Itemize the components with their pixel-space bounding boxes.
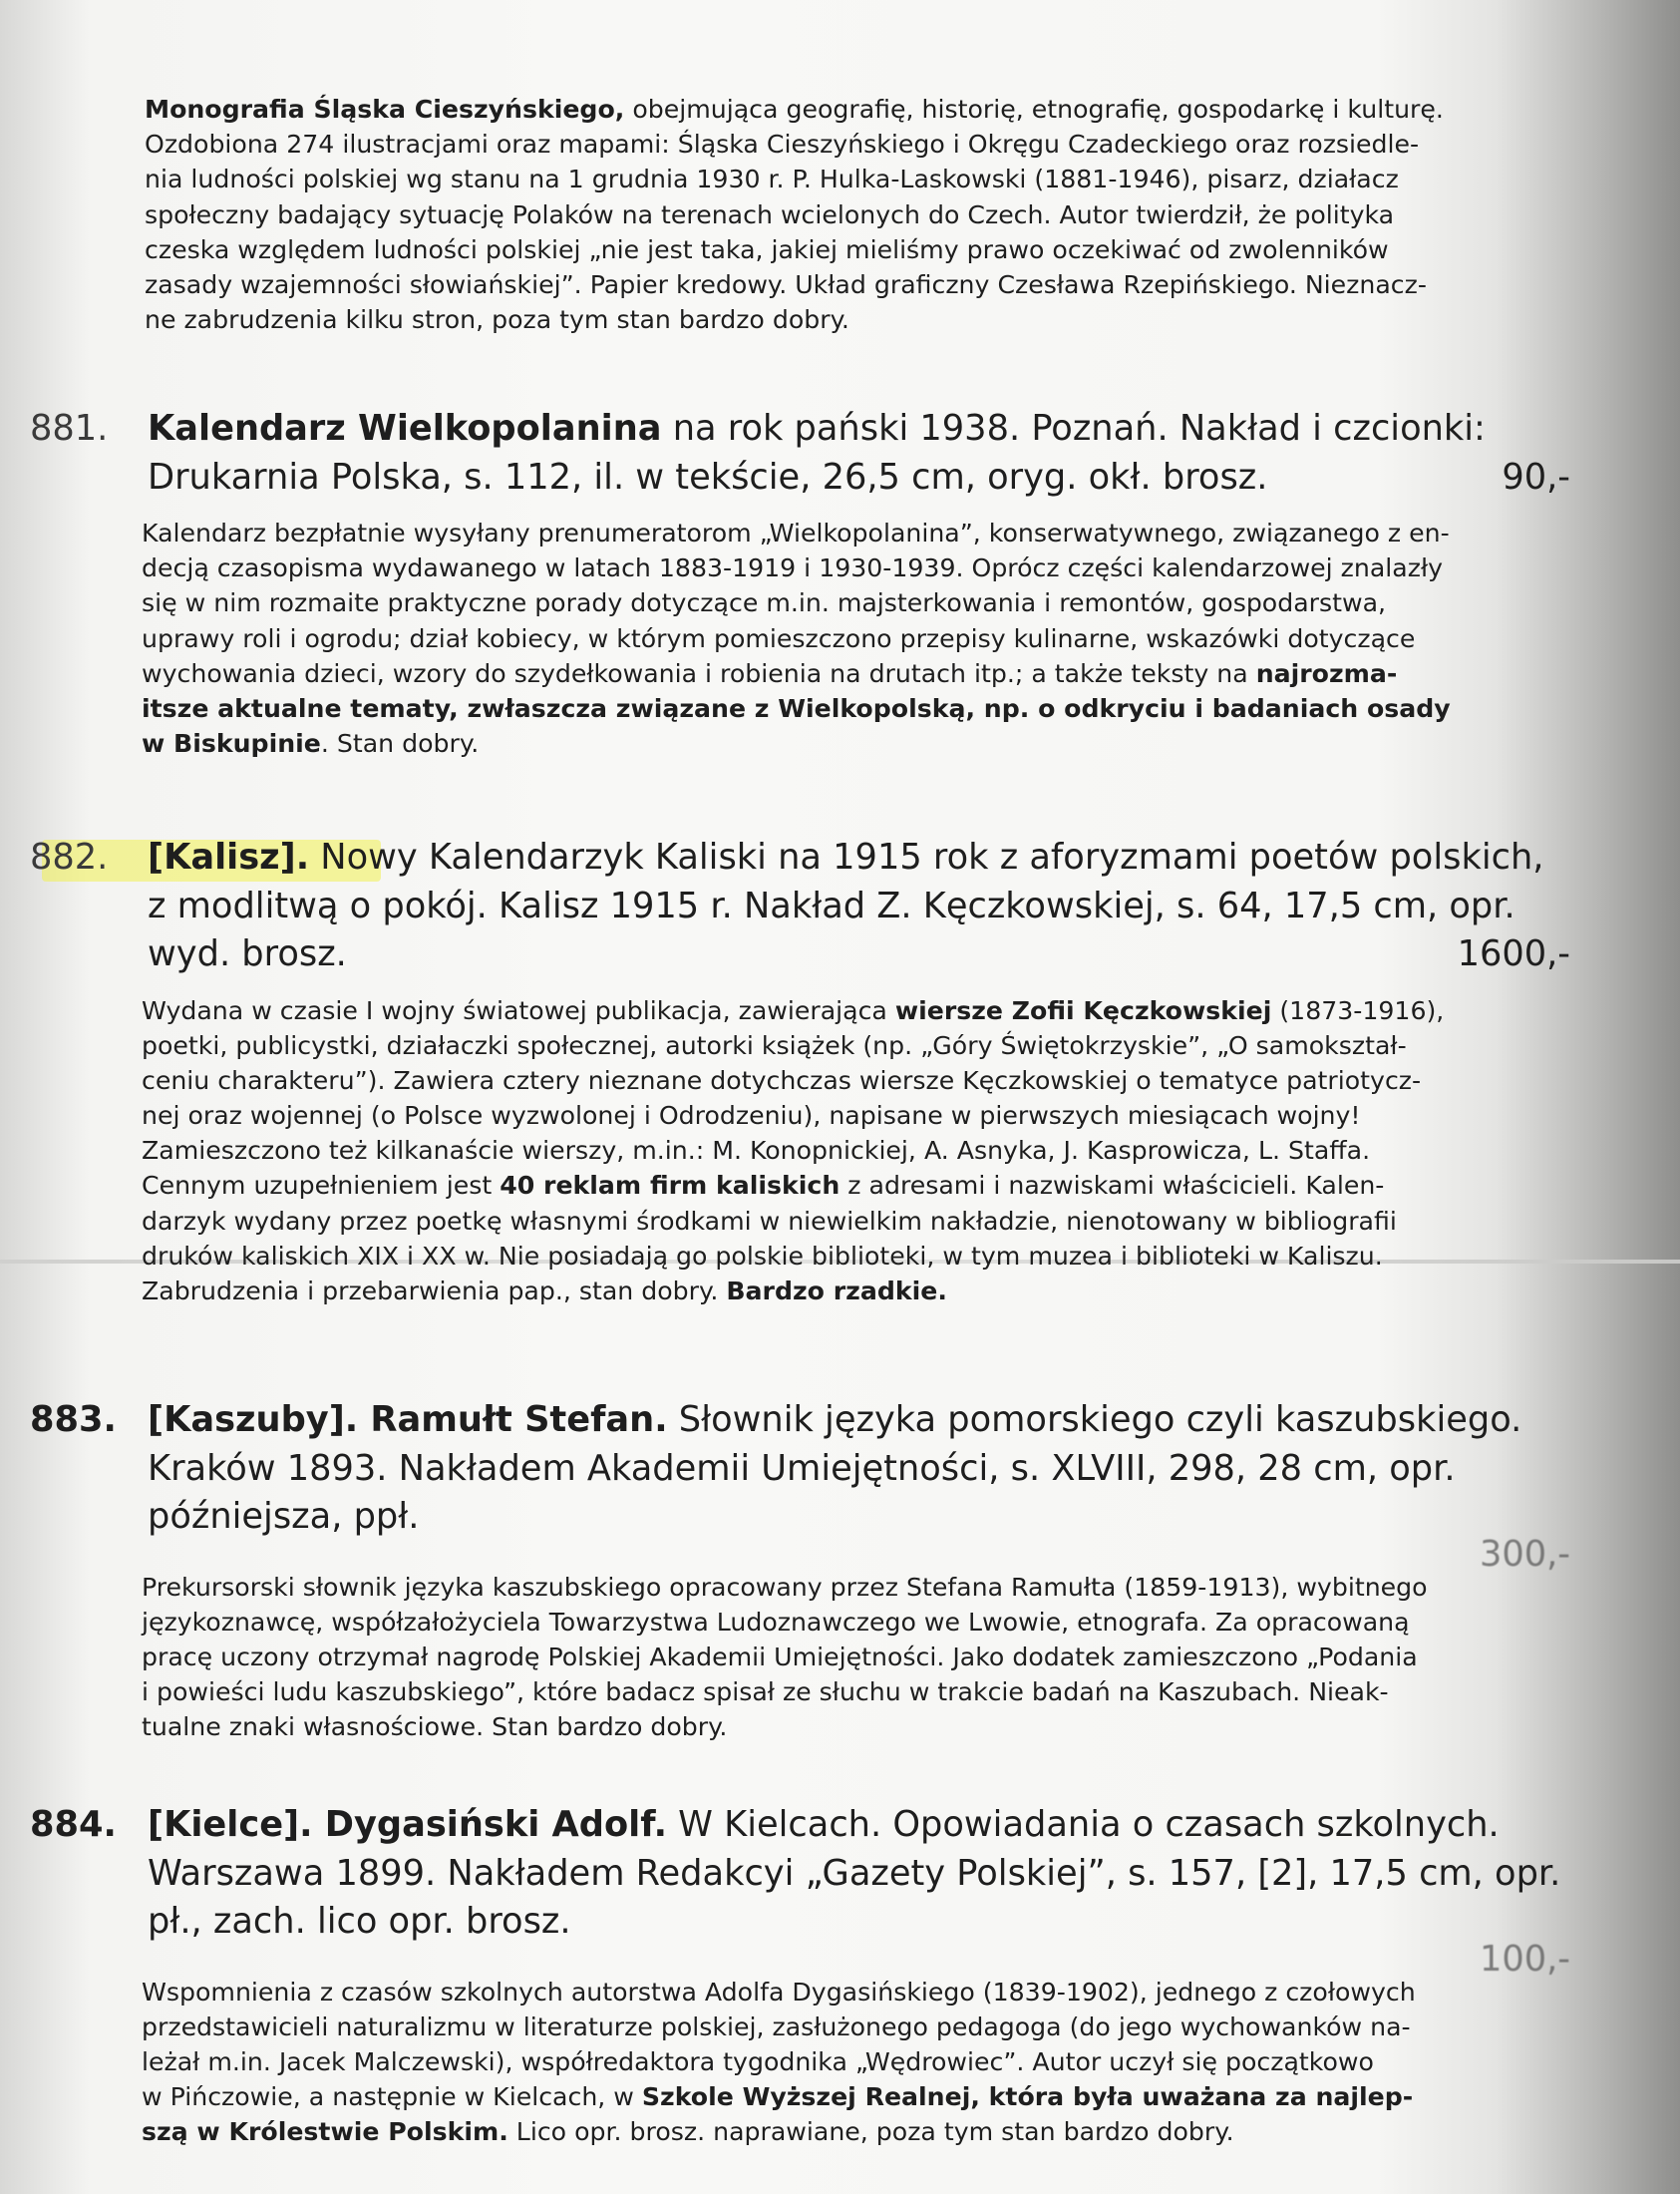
entry-heading: 883. [Kaszuby]. Ramułt Stefan. Słownik języka pomorskiego czyli kaszubskiego. Kraków 1893. Nakładem Akademii Umiejętności, s. XLVIII, 298, 28 cm, opr. późniejsza, ppł. 300,- (30, 1396, 1570, 1542)
description-bold-run: 40 reklam firm kaliskich (500, 1171, 840, 1201)
description-run: (1873-1916), (1271, 995, 1445, 1025)
description-run: nej oraz wojennej (o Polsce wyzwolonej i Odrodzeniu), napisane w pierwszych miesiącach wojny! (142, 1101, 1361, 1131)
description-line (142, 1605, 1557, 1640)
intro-line: społeczny badający sytuację Polaków na terenach wcielonych do Czech. Autor twierdził, że polityka (145, 199, 1395, 229)
description-line (142, 1274, 1557, 1308)
description-run: pracę uczony otrzymał nagrodę Polskiej Akademii Umiejętności. Jako dodatek zamieszczono „Podania (142, 1642, 1418, 1671)
description-run: tualne znaki własnościowe. Stan bardzo dobry. (142, 1712, 728, 1742)
entry-title: [Kaszuby]. Ramułt Stefan. (148, 1399, 668, 1440)
description-line (142, 1975, 1557, 2010)
description-run: Cennym uzupełnieniem jest (142, 1171, 501, 1201)
description-bold-run: itsze aktualne tematy, zwłaszcza związane z Wielkopolską, np. o odkryciu i badaniach osady (142, 693, 1451, 723)
description-run: Kalendarz bezpłatnie wysyłany prenumeratorom „Wielkopolanina”, konserwatywnego, związanego z en- (142, 519, 1450, 548)
description-run: Prekursorski słownik języka kaszubskiego opracowany przez Stefana Ramułta (1859-1913), wybitnego (142, 1572, 1428, 1602)
description-run: się w nim rozmaite praktyczne porady dotyczące m.in. majsterkowania i remontów, gospodarstwa, (142, 588, 1387, 618)
entry-number: 884. (30, 1804, 117, 1845)
description-run: i powieści ludu kaszubskiego”, które badacz spisał ze słuchu w trakcie badań na Kaszubach. Nieak- (142, 1677, 1389, 1707)
intro-line-1: Monografia Śląska Cieszyńskiego, obejmująca geografię, historię, etnografię, gospodarkę i kulturę. (145, 95, 1444, 124)
description-bold-run: wiersze Zofii Kęczkowskiej (894, 995, 1272, 1025)
entry-title: [Kalisz]. (148, 837, 310, 878)
description-line (142, 1239, 1557, 1274)
intro-line: czeska względem ludności polskiej „nie jest taka, jakiej mieliśmy prawo oczekiwać od zwolenników (145, 234, 1389, 264)
description-line (142, 726, 1557, 761)
description-run: z adresami i nazwiskami właścicieli. Kalen- (840, 1171, 1385, 1201)
description-line (142, 1168, 1557, 1203)
description-bold-run: Szkole Wyższej Realnej, która była uważana za najlep- (641, 2082, 1414, 2112)
description-run: uprawy roli i ogrodu; dział kobiecy, w którym pomieszczono przepisy kulinarne, wskazówki dotyczące (142, 623, 1416, 653)
description-line (142, 1098, 1557, 1133)
description-bold-run: najrozma- (1255, 658, 1398, 688)
entry-description (142, 516, 1557, 761)
entry-price: 100,- (1479, 1939, 1570, 1980)
entry-number: 883. (30, 1399, 117, 1440)
description-line (142, 2010, 1557, 2044)
description-line (142, 691, 1557, 726)
description-run: Wydana w czasie I wojny światowej publikacja, zawierająca (142, 995, 895, 1025)
description-run: Lico opr. brosz. naprawiane, poza tym stan bardzo dobry. (507, 2117, 1234, 2147)
entry-description (142, 1975, 1557, 2150)
description-run: Wspomnienia z czasów szkolnych autorstwa Adolfa Dygasińskiego (1839-1902), jednego z czołowych (142, 1977, 1416, 2007)
description-run: druków kaliskich XIX i XX w. Nie posiadają go polskie biblioteki, w tym muzea i biblioteki w Kaliszu. (142, 1241, 1383, 1271)
description-line (142, 1028, 1557, 1063)
description-run: w Pińczowie, a następnie w Kielcach, w (142, 2082, 642, 2112)
description-line (142, 585, 1557, 620)
description-line (142, 1063, 1557, 1098)
description-line (142, 621, 1557, 656)
intro-line: zasady wzajemności słowiańskiej”. Papier kredowy. Układ graficzny Czesława Rzepińskiego. Nieznacz- (145, 269, 1427, 299)
description-bold-run: szą w Królestwie Polskim. (142, 2117, 508, 2147)
description-run: wychowania dzieci, wzory do szydełkowania i robienia na drutach itp.; a także teksty na (142, 658, 1256, 688)
description-line (142, 1709, 1557, 1744)
entry-title: [Kielce]. Dygasiński Adolf. (148, 1804, 667, 1845)
catalog-entry-881 (30, 405, 1570, 761)
intro-paragraph (145, 92, 1560, 337)
entry-heading: 882. [Kalisz]. Nowy Kalendarzyk Kaliski na 1915 rok z aforyzmami poetów polskich, z modlitwą o pokój. Kalisz 1915 r. Nakład Z. Kęczkowskiej, s. 64, 17,5 cm, opr. wyd. brosz. 1600,- (30, 834, 1570, 979)
description-line (142, 1570, 1557, 1605)
entry-heading: 881. Kalendarz Wielkopolanina na rok pański 1938. Poznań. Nakład i czcionki: Drukarnia Polska, s. 112, il. w tekście, 26,5 cm, oryg. okł. brosz. 90,- (30, 405, 1570, 502)
description-run: darzyk wydany przez poetkę własnymi środkami w niewielkim nakładzie, nienotowany w bibliografii (142, 1206, 1397, 1236)
catalog-entry-884 (30, 1801, 1570, 2149)
description-line (142, 1640, 1557, 1674)
description-line (142, 1674, 1557, 1709)
description-line (142, 2079, 1557, 2114)
description-run: . Stan dobry. (320, 729, 480, 759)
intro-bold-title: Monografia Śląska Cieszyńskiego, (145, 95, 625, 124)
description-run: leżał m.in. Jacek Malczewski), współredaktora tygodnika „Wędrowiec”. Autor uczył się początkowo (142, 2046, 1374, 2076)
entry-price: 90,- (1502, 456, 1570, 498)
description-bold-run: Bardzo rzadkie. (726, 1277, 947, 1305)
entry-price: 1600,- (1457, 933, 1570, 974)
description-run: poetki, publicystki, działaczki społecznej, autorki książek (np. „Góry Świętokrzyskie”, „O samokształ- (142, 1030, 1407, 1060)
description-run: decją czasopisma wydawanego w latach 1883-1919 i 1930-1939. Oprócz części kalendarzowej znalazły (142, 553, 1444, 583)
description-line (142, 1204, 1557, 1239)
description-line (142, 656, 1557, 691)
entry-title: Kalendarz Wielkopolanina (148, 408, 662, 449)
entry-description (142, 993, 1557, 1309)
description-run: Zabrudzenia i przebarwienia pap., stan dobry. (142, 1277, 727, 1305)
entry-number: 881. (30, 408, 109, 449)
description-run: przedstawicieli naturalizmu w literaturze polskiej, zasłużonego pedagoga (do jego wychowanków na- (142, 2011, 1411, 2041)
entry-price: 300,- (1479, 1534, 1570, 1575)
catalog-entry-882 (30, 834, 1570, 1308)
description-line (142, 2044, 1557, 2079)
intro-line: nia ludności polskiej wg stanu na 1 grudnia 1930 r. P. Hulka-Laskowski (1881-1946), pisarz, działacz (145, 165, 1399, 194)
description-run: ceniu charakteru”). Zawiera cztery nieznane dotychczas wiersze Kęczkowskiej o tematyce patriotycz- (142, 1065, 1422, 1095)
entry-number: 882. (30, 837, 109, 878)
description-line (142, 1133, 1557, 1168)
intro-line: Ozdobiona 274 ilustracjami oraz mapami: Śląska Cieszyńskiego i Okręgu Czadeckiego oraz rozsiedle- (145, 130, 1420, 160)
description-bold-run: w Biskupinie (142, 729, 321, 759)
intro-line: ne zabrudzenia kilku stron, poza tym stan bardzo dobry. (145, 305, 849, 335)
description-line (142, 516, 1557, 550)
description-line (142, 993, 1557, 1028)
description-line (142, 2114, 1557, 2149)
description-line (142, 550, 1557, 585)
description-run: Zamieszczono też kilkanaście wierszy, m.in.: M. Konopnickiej, A. Asnyka, J. Kasprowicza, L. Staffa. (142, 1136, 1371, 1166)
catalog-entry-883 (30, 1396, 1570, 1744)
entry-heading: 884. [Kielce]. Dygasiński Adolf. W Kielcach. Opowiadania o czasach szkolnych. Warszawa 1899. Nakładem Redakcyi „Gazety Polskiej”, s. 157, [2], 17,5 cm, opr. pł., zach. lico opr. brosz. 100,- (30, 1801, 1570, 1947)
entry-description (142, 1570, 1557, 1745)
description-run: językoznawcę, współzałożyciela Towarzystwa Ludoznawczego we Lwowie, etnografa. Za opracowaną (142, 1607, 1410, 1637)
